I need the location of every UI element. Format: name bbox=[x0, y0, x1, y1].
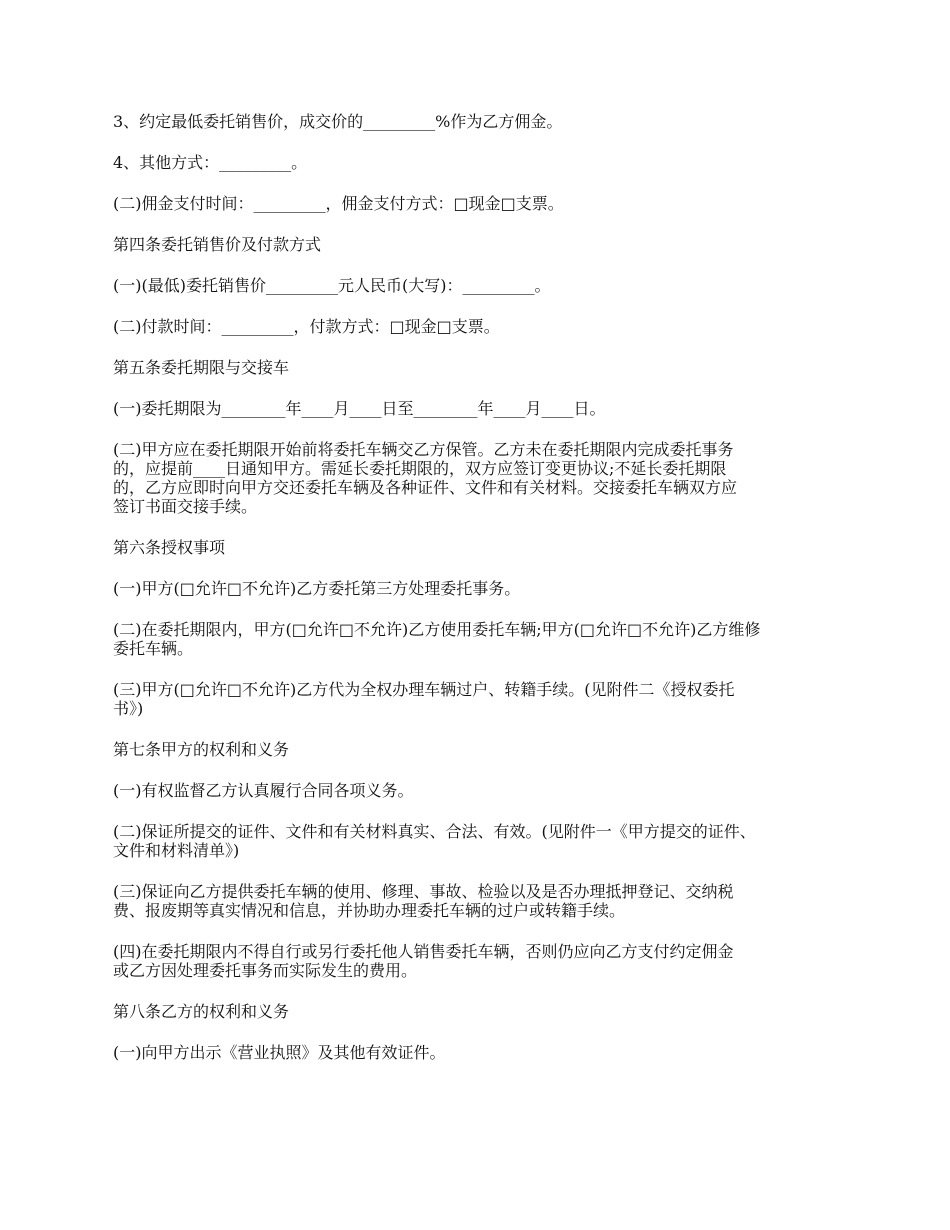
paragraph bbox=[113, 781, 853, 800]
text-line: 书》) bbox=[113, 699, 144, 718]
text-line: 或乙方因处理委托事务而实际发生的费用。 bbox=[113, 961, 418, 980]
text-line: (二)在委托期限内，甲方(□允许□不允许)乙方使用委托车辆;甲方(□允许□不允许)乙方维修 bbox=[113, 620, 761, 639]
paragraph-gap bbox=[113, 800, 853, 822]
paragraph bbox=[113, 740, 853, 759]
paragraph-gap bbox=[113, 718, 853, 740]
text-line: (二)保证所提交的证件、文件和有关材料真实、合法、有效。(见附件一《甲方提交的证件、 bbox=[113, 822, 756, 841]
text-line: 费、报废期等真实情况和信息，并协助办理委托车辆的过户或转籍手续。 bbox=[113, 901, 626, 920]
paragraph bbox=[113, 882, 853, 920]
paragraph bbox=[113, 579, 853, 598]
paragraph-gap bbox=[113, 418, 853, 440]
text-line: 委托车辆。 bbox=[113, 639, 194, 658]
text-line: (四)在委托期限内不得自行或另行委托他人销售委托车辆，否则仍应向乙方支付约定佣金 bbox=[113, 942, 734, 961]
paragraph bbox=[113, 620, 853, 658]
paragraph bbox=[113, 317, 853, 336]
paragraph bbox=[113, 680, 853, 718]
text-line: 的，乙方应即时向甲方交还委托车辆及各种证件、文件和有关材料。交接委托车辆双方应 bbox=[113, 478, 738, 497]
paragraph-gap bbox=[113, 1021, 853, 1043]
text-line: 第八条乙方的权利和义务 bbox=[113, 1002, 290, 1021]
paragraph bbox=[113, 822, 853, 860]
paragraph-gap bbox=[113, 254, 853, 276]
paragraph bbox=[113, 112, 853, 131]
paragraph-gap bbox=[113, 759, 853, 781]
text-line: (一)有权监督乙方认真履行合同各项义务。 bbox=[113, 781, 414, 800]
paragraph bbox=[113, 440, 853, 516]
paragraph-gap bbox=[113, 557, 853, 579]
paragraph-gap bbox=[113, 516, 853, 538]
paragraph-gap bbox=[113, 920, 853, 942]
text-line: (二)佣金支付时间：_________，佣金支付方式：□现金□支票。 bbox=[113, 194, 564, 213]
paragraph-gap bbox=[113, 980, 853, 1002]
text-line: (一)委托期限为________年____月____日至________年____月____日。 bbox=[113, 399, 606, 418]
text-line: 的，应提前____日通知甲方。需延长委托期限的，双方应签订变更协议;不延长委托期限 bbox=[113, 459, 727, 478]
text-line: 第六条授权事项 bbox=[113, 538, 226, 557]
text-line: 文件和材料清单》) bbox=[113, 841, 240, 860]
paragraph bbox=[113, 1043, 853, 1062]
text-line: (二)付款时间：_________，付款方式：□现金□支票。 bbox=[113, 317, 500, 336]
paragraph-gap bbox=[113, 295, 853, 317]
paragraph bbox=[113, 399, 853, 418]
text-line: (一)(最低)委托销售价_________元人民币(大写)：_________。 bbox=[113, 276, 551, 295]
paragraph bbox=[113, 194, 853, 213]
text-line: (三)甲方(□允许□不允许)乙方代为全权办理车辆过户、转籍手续。(见附件二《授权委托 bbox=[113, 680, 735, 699]
paragraph-gap bbox=[113, 336, 853, 358]
text-line: 第四条委托销售价及付款方式 bbox=[113, 235, 322, 254]
paragraph bbox=[113, 942, 853, 980]
paragraph bbox=[113, 538, 853, 557]
paragraph-gap bbox=[113, 658, 853, 680]
paragraph-gap bbox=[113, 131, 853, 153]
text-line: 3、约定最低委托销售价，成交价的_________%作为乙方佣金。 bbox=[113, 112, 563, 131]
text-line: (一)向甲方出示《营业执照》及其他有效证件。 bbox=[113, 1043, 446, 1062]
paragraph bbox=[113, 153, 853, 172]
paragraph-gap bbox=[113, 860, 853, 882]
text-line: (二)甲方应在委托期限开始前将委托车辆交乙方保管。乙方未在委托期限内完成委托事务 bbox=[113, 440, 734, 459]
paragraph bbox=[113, 276, 853, 295]
text-line: 第七条甲方的权利和义务 bbox=[113, 740, 290, 759]
paragraph bbox=[113, 1002, 853, 1021]
paragraph-gap bbox=[113, 377, 853, 399]
text-line: 第五条委托期限与交接车 bbox=[113, 358, 290, 377]
paragraph-gap bbox=[113, 172, 853, 194]
text-line: (三)保证向乙方提供委托车辆的使用、修理、事故、检验以及是否办理抵押登记、交纳税 bbox=[113, 882, 734, 901]
paragraph-gap bbox=[113, 598, 853, 620]
text-line: 签订书面交接手续。 bbox=[113, 497, 258, 516]
paragraph bbox=[113, 358, 853, 377]
document-body bbox=[113, 112, 853, 1062]
text-line: (一)甲方(□允许□不允许)乙方委托第三方处理委托事务。 bbox=[113, 579, 521, 598]
paragraph-gap bbox=[113, 213, 853, 235]
paragraph bbox=[113, 235, 853, 254]
text-line: 4、其他方式：_________。 bbox=[113, 153, 308, 172]
